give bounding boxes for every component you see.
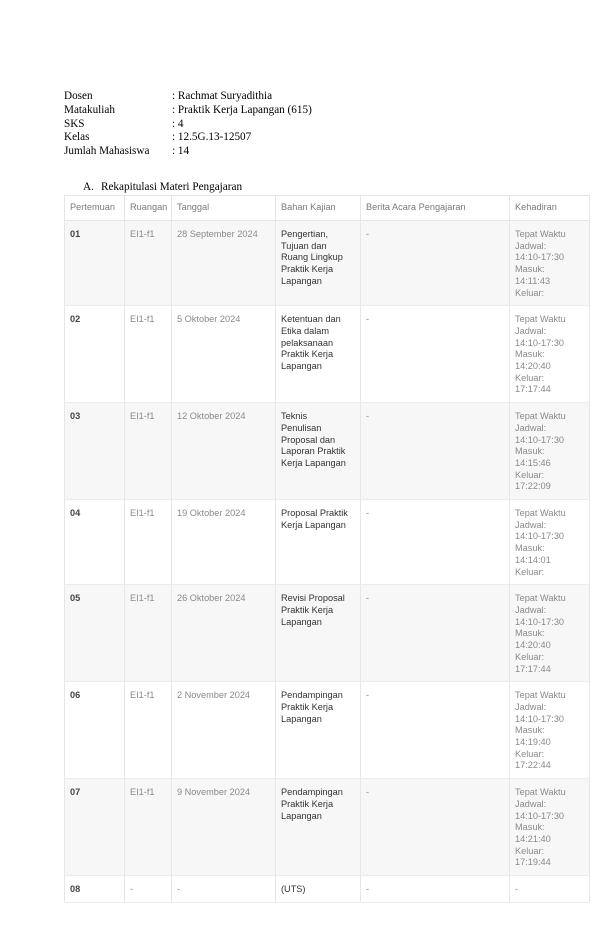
info-row (64, 145, 312, 159)
table-row (65, 403, 590, 500)
table-row (65, 221, 590, 306)
bahan-line: Pengertian, (281, 229, 328, 239)
cell-kehadiran (510, 585, 590, 682)
cell-kehadiran (510, 500, 590, 585)
bahan-line: Praktik Kerja (281, 798, 334, 809)
cell-kehadiran (510, 403, 590, 500)
bahan-line: Teknis (281, 411, 308, 422)
kehadiran-line: Masuk: (515, 446, 545, 457)
kehadiran-line: Keluar: (515, 372, 545, 383)
kehadiran-line: 14:10-17:30 (515, 252, 565, 263)
cell-kehadiran (510, 306, 590, 403)
cell-ruangan: EI1-f1 (125, 779, 172, 876)
table-row (65, 876, 590, 903)
cell-bahan-kajian (276, 306, 361, 403)
kehadiran-line: Jadwal: (515, 519, 547, 530)
cell-bahan-kajian (276, 500, 361, 585)
kehadiran-line: 14:21:40 (515, 833, 551, 844)
bahan-line: Etika dalam (281, 325, 330, 336)
kehadiran-line: 14:10-17:30 (515, 337, 565, 348)
info-value: : Praktik Kerja Lapangan (615) (172, 103, 312, 116)
rekap-table (64, 195, 590, 903)
info-label: Dosen (64, 90, 93, 102)
bahan-line: Pendampingan (281, 787, 343, 798)
bahan-line: Pendampingan (281, 690, 343, 701)
cell-bahan-kajian (276, 682, 361, 779)
cell-pertemuan: 02 (65, 306, 125, 403)
cell-ruangan: EI1-f1 (125, 221, 172, 306)
header-berita-acara: Berita Acara Pengajaran (361, 196, 510, 221)
kehadiran-line: 17:22:44 (515, 760, 551, 771)
bahan-line: Praktik Kerja (281, 264, 334, 275)
kehadiran-line: 17:19:44 (515, 857, 551, 868)
kehadiran-line: 14:10-17:30 (515, 434, 565, 445)
bahan-line: Revisi Proposal (281, 593, 345, 604)
kehadiran-line: Jadwal: (515, 798, 547, 809)
bahan-line: Ketentuan dan (281, 314, 341, 325)
kehadiran-line: 17:22:09 (515, 481, 551, 492)
cell-kehadiran (510, 779, 590, 876)
bahan-line: Lapangan (281, 616, 322, 627)
cell-tanggal: 9 November 2024 (172, 779, 276, 876)
header-pertemuan: Pertemuan (65, 196, 125, 221)
kehadiran-line: Tepat Waktu (515, 411, 566, 422)
cell-tanggal: 26 Oktober 2024 (172, 585, 276, 682)
kehadiran-line: - (515, 884, 519, 895)
section-title (83, 181, 242, 193)
header-tanggal: Tanggal (172, 196, 276, 221)
bahan-line: Kerja Lapangan (281, 519, 346, 530)
info-label: Matakuliah (64, 103, 115, 116)
kehadiran-line: Tepat Waktu (515, 787, 566, 798)
cell-berita-acara: - (361, 403, 510, 500)
kehadiran-line: 14:10-17:30 (515, 616, 565, 627)
cell-pertemuan: 04 (65, 500, 125, 585)
kehadiran-line: 14:19:40 (515, 737, 551, 748)
cell-pertemuan: 06 (65, 682, 125, 779)
kehadiran-line: Tepat Waktu (515, 229, 566, 239)
bahan-line: Praktik Kerja (281, 604, 334, 615)
bahan-line: Lapangan (281, 810, 322, 821)
kehadiran-line: Jadwal: (515, 325, 547, 336)
cell-pertemuan: 01 (65, 221, 125, 306)
cell-bahan-kajian (276, 221, 361, 306)
kehadiran-line: Jadwal: (515, 240, 547, 251)
table-row (65, 682, 590, 779)
cell-tanggal: 5 Oktober 2024 (172, 306, 276, 403)
section-title-text: Rekapitulasi Materi Pengajaran (101, 181, 243, 193)
cell-kehadiran (510, 876, 590, 903)
bahan-line: Lapangan (281, 713, 322, 724)
cell-berita-acara: - (361, 585, 510, 682)
kehadiran-line: Jadwal: (515, 604, 547, 615)
kehadiran-line: Masuk: (515, 725, 545, 736)
header-ruangan: Ruangan (125, 196, 172, 221)
cell-ruangan: EI1-f1 (125, 403, 172, 500)
bahan-line: Proposal dan (281, 434, 336, 445)
kehadiran-line: Tepat Waktu (515, 593, 566, 604)
kehadiran-line: 14:11:43 (515, 275, 551, 286)
kehadiran-line: 17:17:44 (515, 663, 551, 674)
header-kehadiran: Kehadiran (510, 196, 590, 221)
bahan-line: Kerja Lapangan (281, 457, 346, 468)
info-row (64, 90, 312, 104)
kehadiran-line: Keluar: (515, 566, 545, 577)
cell-bahan-kajian (276, 779, 361, 876)
kehadiran-line: Tepat Waktu (515, 690, 566, 701)
kehadiran-line: 14:10-17:30 (515, 713, 565, 724)
bahan-line: Ruang Lingkup (281, 252, 343, 263)
bahan-line: pelaksanaan (281, 337, 334, 348)
info-value: : 4 (172, 117, 184, 130)
bahan-line: Lapangan (281, 275, 322, 286)
kehadiran-line: 14:15:46 (515, 457, 551, 468)
cell-kehadiran (510, 221, 590, 306)
kehadiran-line: Masuk: (515, 822, 545, 833)
bahan-line: Tujuan dan (281, 240, 327, 251)
kehadiran-line: Masuk: (515, 349, 545, 360)
cell-tanggal: 19 Oktober 2024 (172, 500, 276, 585)
kehadiran-line: Keluar: (515, 845, 545, 856)
table-row (65, 585, 590, 682)
kehadiran-line: Keluar: (515, 469, 545, 480)
cell-tanggal: - (172, 876, 276, 903)
cell-tanggal: 12 Oktober 2024 (172, 403, 276, 500)
info-value: : Rachmat Suryadithia (172, 90, 273, 102)
cell-pertemuan: 08 (65, 876, 125, 903)
header-bahan-kajian: Bahan Kajian (276, 196, 361, 221)
cell-pertemuan: 05 (65, 585, 125, 682)
bahan-line: (UTS) (281, 884, 306, 895)
course-info (64, 90, 312, 159)
bahan-line: Laporan Praktik (281, 446, 346, 457)
kehadiran-line: 14:14:01 (515, 554, 551, 565)
cell-berita-acara: - (361, 221, 510, 306)
kehadiran-line: 14:10-17:30 (515, 531, 565, 542)
info-label: Jumlah Mahasiswa (64, 145, 150, 158)
cell-berita-acara: - (361, 500, 510, 585)
kehadiran-line: 14:20:40 (515, 640, 551, 651)
bahan-line: Praktik Kerja (281, 349, 334, 360)
cell-pertemuan: 03 (65, 403, 125, 500)
kehadiran-line: Tepat Waktu (515, 508, 566, 519)
info-value: : 14 (172, 145, 190, 158)
info-row (64, 131, 312, 145)
cell-ruangan: EI1-f1 (125, 585, 172, 682)
table-header-row (65, 196, 590, 221)
kehadiran-line: Keluar: (515, 748, 545, 759)
info-value: : 12.5G.13-12507 (172, 131, 252, 144)
cell-berita-acara: - (361, 876, 510, 903)
table-row (65, 306, 590, 403)
kehadiran-line: Tepat Waktu (515, 314, 566, 325)
cell-bahan-kajian (276, 876, 361, 903)
section-number: A. (83, 181, 94, 193)
bahan-line: Lapangan (281, 361, 322, 372)
cell-pertemuan: 07 (65, 779, 125, 876)
bahan-line: Penulisan (281, 422, 322, 433)
cell-berita-acara: - (361, 306, 510, 403)
cell-ruangan: EI1-f1 (125, 306, 172, 403)
kehadiran-line: 14:20:40 (515, 361, 551, 372)
cell-ruangan: - (125, 876, 172, 903)
cell-kehadiran (510, 682, 590, 779)
cell-berita-acara: - (361, 682, 510, 779)
kehadiran-line: Masuk: (515, 543, 545, 554)
kehadiran-line: Jadwal: (515, 701, 547, 712)
cell-ruangan: EI1-f1 (125, 500, 172, 585)
kehadiran-line: Keluar: (515, 287, 545, 298)
bahan-line: Praktik Kerja (281, 701, 334, 712)
info-row (64, 118, 312, 132)
info-row (64, 104, 312, 118)
kehadiran-line: 14:10-17:30 (515, 810, 565, 821)
cell-tanggal: 28 September 2024 (172, 221, 276, 306)
kehadiran-line: Masuk: (515, 628, 545, 639)
kehadiran-line: Jadwal: (515, 422, 547, 433)
cell-berita-acara: - (361, 779, 510, 876)
kehadiran-line: Keluar: (515, 651, 545, 662)
table-row (65, 779, 590, 876)
kehadiran-line: 17:17:44 (515, 384, 551, 395)
info-label: Kelas (64, 131, 90, 144)
cell-bahan-kajian (276, 585, 361, 682)
bahan-line: Proposal Praktik (281, 508, 348, 519)
info-label: SKS (64, 117, 85, 130)
table-row (65, 500, 590, 585)
cell-tanggal: 2 November 2024 (172, 682, 276, 779)
cell-bahan-kajian (276, 403, 361, 500)
kehadiran-line: Masuk: (515, 264, 545, 275)
cell-ruangan: EI1-f1 (125, 682, 172, 779)
